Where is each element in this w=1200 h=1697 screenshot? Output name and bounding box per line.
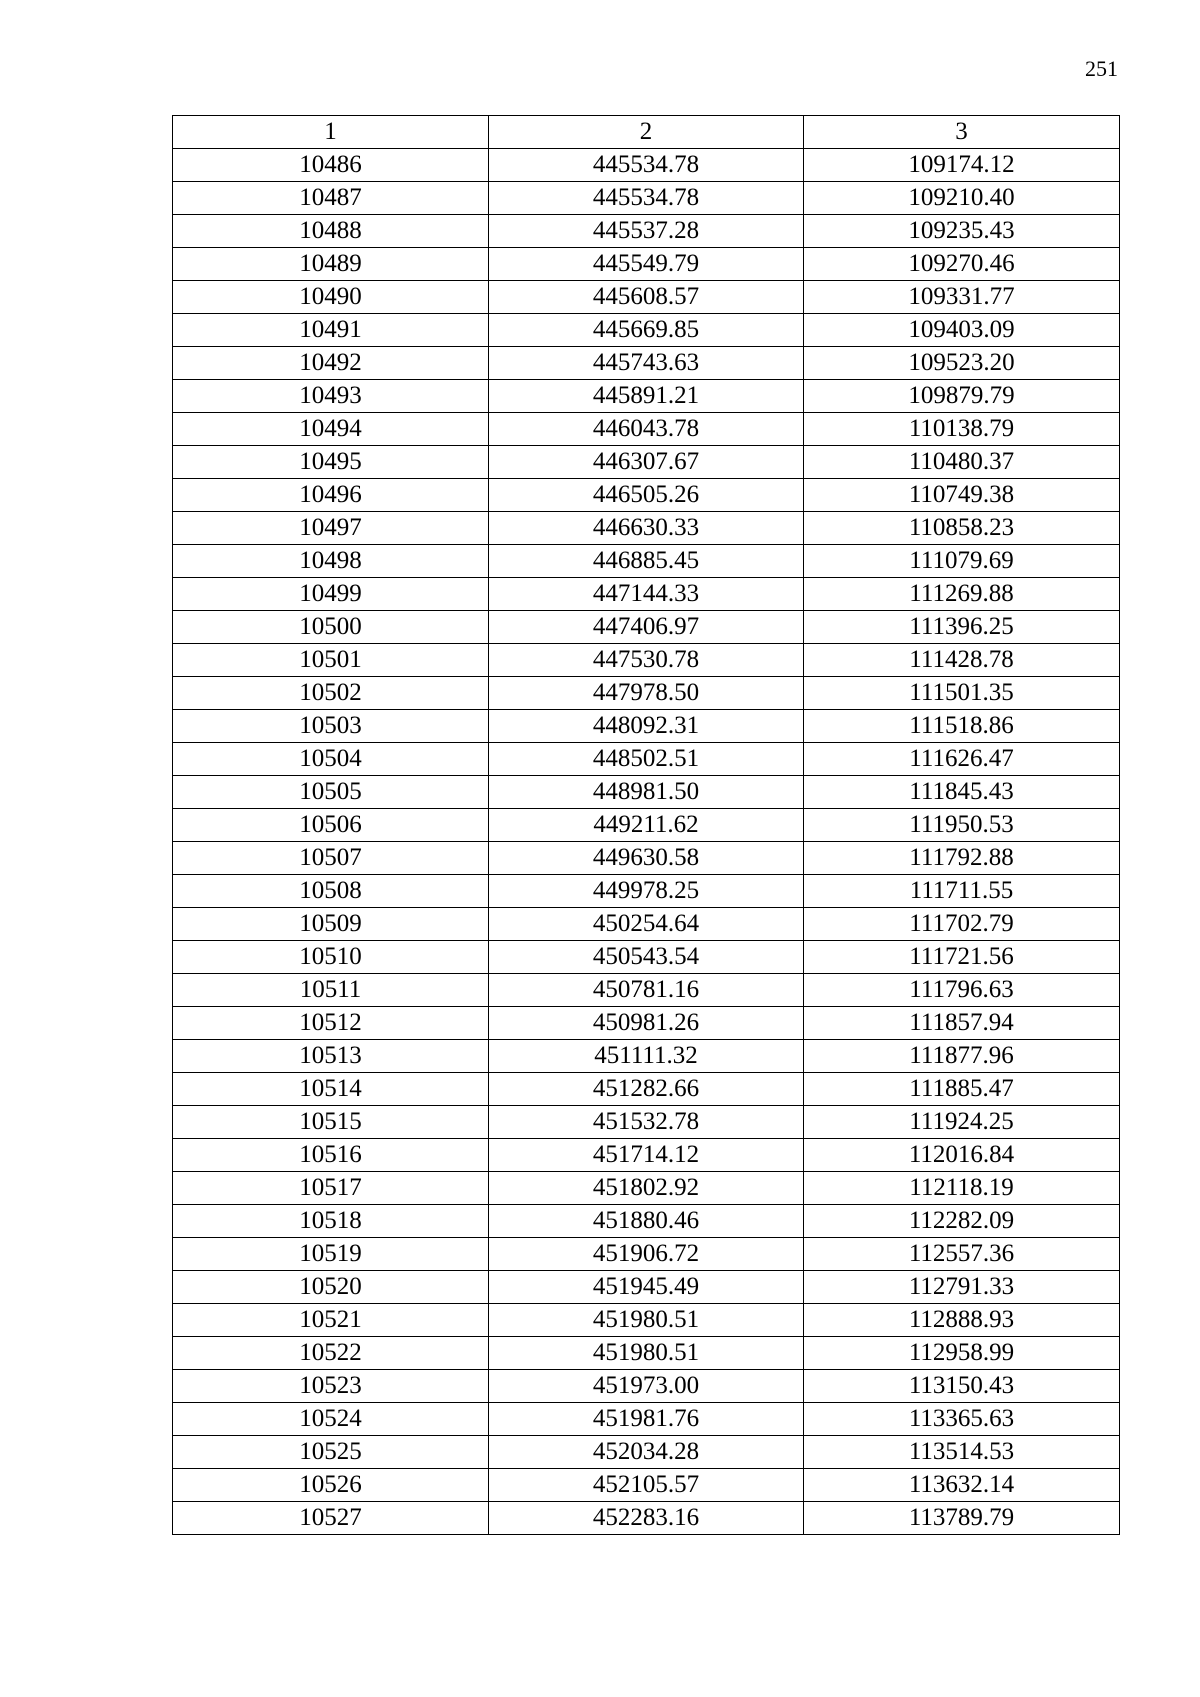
point-number-cell: 10515	[173, 1106, 489, 1139]
point-number-cell: 10486	[173, 149, 489, 182]
coordinate-y-cell: 113789.79	[804, 1502, 1120, 1535]
coordinate-y-cell: 111711.55	[804, 875, 1120, 908]
point-number-cell: 10517	[173, 1172, 489, 1205]
coordinate-y-cell: 109174.12	[804, 149, 1120, 182]
coordinate-x-cell: 451980.51	[489, 1337, 804, 1370]
coordinate-y-cell: 111269.88	[804, 578, 1120, 611]
coordinate-y-cell: 111396.25	[804, 611, 1120, 644]
point-number-cell: 10527	[173, 1502, 489, 1535]
table-row	[173, 1436, 1120, 1469]
coordinate-y-cell: 109210.40	[804, 182, 1120, 215]
coordinate-y-cell: 113632.14	[804, 1469, 1120, 1502]
coordinate-y-cell: 111792.88	[804, 842, 1120, 875]
coordinate-y-cell: 113514.53	[804, 1436, 1120, 1469]
point-number-cell: 10500	[173, 611, 489, 644]
coordinate-y-cell: 111079.69	[804, 545, 1120, 578]
point-number-cell: 10510	[173, 941, 489, 974]
point-number-cell: 10505	[173, 776, 489, 809]
point-number-cell: 10509	[173, 908, 489, 941]
table-row	[173, 842, 1120, 875]
coordinate-x-cell: 446630.33	[489, 512, 804, 545]
coordinate-x-cell: 445891.21	[489, 380, 804, 413]
coordinate-y-cell: 110858.23	[804, 512, 1120, 545]
coordinate-x-cell: 452283.16	[489, 1502, 804, 1535]
coordinate-x-cell: 445534.78	[489, 149, 804, 182]
table-row	[173, 677, 1120, 710]
point-number-cell: 10489	[173, 248, 489, 281]
point-number-cell: 10506	[173, 809, 489, 842]
table-row	[173, 1403, 1120, 1436]
table-row	[173, 1337, 1120, 1370]
coordinate-x-cell: 447406.97	[489, 611, 804, 644]
point-number-cell: 10492	[173, 347, 489, 380]
coordinate-x-cell: 451980.51	[489, 1304, 804, 1337]
table-row	[173, 314, 1120, 347]
point-number-cell: 10493	[173, 380, 489, 413]
table-row	[173, 446, 1120, 479]
coordinate-x-cell: 451906.72	[489, 1238, 804, 1271]
coordinate-y-cell: 111950.53	[804, 809, 1120, 842]
point-number-cell: 10496	[173, 479, 489, 512]
coordinate-x-cell: 451714.12	[489, 1139, 804, 1172]
table-row	[173, 776, 1120, 809]
coordinate-x-cell: 446043.78	[489, 413, 804, 446]
table-row	[173, 248, 1120, 281]
header-cell-2: 2	[489, 116, 804, 149]
table-row	[173, 974, 1120, 1007]
table-row	[173, 1469, 1120, 1502]
point-number-cell: 10525	[173, 1436, 489, 1469]
table-row	[173, 1205, 1120, 1238]
coordinate-x-cell: 451532.78	[489, 1106, 804, 1139]
point-number-cell: 10519	[173, 1238, 489, 1271]
coordinate-y-cell: 111626.47	[804, 743, 1120, 776]
coordinate-y-cell: 111721.56	[804, 941, 1120, 974]
coordinate-y-cell: 109879.79	[804, 380, 1120, 413]
coordinate-x-cell: 450254.64	[489, 908, 804, 941]
point-number-cell: 10511	[173, 974, 489, 1007]
point-number-cell: 10524	[173, 1403, 489, 1436]
coordinate-x-cell: 449211.62	[489, 809, 804, 842]
coordinate-x-cell: 448981.50	[489, 776, 804, 809]
table-row	[173, 479, 1120, 512]
table-row	[173, 908, 1120, 941]
table-row	[173, 1502, 1120, 1535]
coordinate-x-cell: 449978.25	[489, 875, 804, 908]
point-number-cell: 10497	[173, 512, 489, 545]
point-number-cell: 10504	[173, 743, 489, 776]
table-row	[173, 1007, 1120, 1040]
coordinate-x-cell: 451880.46	[489, 1205, 804, 1238]
table-row	[173, 1073, 1120, 1106]
coordinate-y-cell: 109331.77	[804, 281, 1120, 314]
coordinate-y-cell: 113150.43	[804, 1370, 1120, 1403]
point-number-cell: 10521	[173, 1304, 489, 1337]
coordinate-x-cell: 446885.45	[489, 545, 804, 578]
table-row	[173, 413, 1120, 446]
table-row	[173, 182, 1120, 215]
coordinate-x-cell: 452034.28	[489, 1436, 804, 1469]
table-row	[173, 1238, 1120, 1271]
coordinate-y-cell: 111924.25	[804, 1106, 1120, 1139]
table-row	[173, 545, 1120, 578]
coordinate-x-cell: 450981.26	[489, 1007, 804, 1040]
point-number-cell: 10501	[173, 644, 489, 677]
coordinate-y-cell: 112888.93	[804, 1304, 1120, 1337]
coordinate-x-cell: 445608.57	[489, 281, 804, 314]
coordinate-x-cell: 445669.85	[489, 314, 804, 347]
point-number-cell: 10514	[173, 1073, 489, 1106]
coordinate-x-cell: 449630.58	[489, 842, 804, 875]
coordinate-y-cell: 109523.20	[804, 347, 1120, 380]
table-row	[173, 644, 1120, 677]
coordinate-y-cell: 111428.78	[804, 644, 1120, 677]
coordinate-x-cell: 446307.67	[489, 446, 804, 479]
coordinate-y-cell: 111877.96	[804, 1040, 1120, 1073]
coordinate-y-cell: 112557.36	[804, 1238, 1120, 1271]
point-number-cell: 10507	[173, 842, 489, 875]
point-number-cell: 10490	[173, 281, 489, 314]
table-row	[173, 380, 1120, 413]
table-row	[173, 1139, 1120, 1172]
coordinate-y-cell: 110480.37	[804, 446, 1120, 479]
coordinate-y-cell: 109270.46	[804, 248, 1120, 281]
coordinate-x-cell: 451111.32	[489, 1040, 804, 1073]
coordinate-x-cell: 445743.63	[489, 347, 804, 380]
header-row	[173, 116, 1120, 149]
coordinate-y-cell: 111796.63	[804, 974, 1120, 1007]
coordinate-x-cell: 445534.78	[489, 182, 804, 215]
table-row	[173, 743, 1120, 776]
table-row	[173, 1271, 1120, 1304]
coordinate-y-cell: 112282.09	[804, 1205, 1120, 1238]
coordinate-x-cell: 451973.00	[489, 1370, 804, 1403]
page-number: 251	[1085, 56, 1118, 81]
coordinate-x-cell: 450543.54	[489, 941, 804, 974]
coordinate-x-cell: 451282.66	[489, 1073, 804, 1106]
table-row	[173, 1106, 1120, 1139]
coordinate-y-cell: 110138.79	[804, 413, 1120, 446]
coordinate-y-cell: 111501.35	[804, 677, 1120, 710]
point-number-cell: 10488	[173, 215, 489, 248]
table-row	[173, 347, 1120, 380]
point-number-cell: 10498	[173, 545, 489, 578]
coordinate-x-cell: 447144.33	[489, 578, 804, 611]
point-number-cell: 10513	[173, 1040, 489, 1073]
table-row	[173, 710, 1120, 743]
coordinate-y-cell: 112016.84	[804, 1139, 1120, 1172]
coordinate-y-cell: 110749.38	[804, 479, 1120, 512]
point-number-cell: 10520	[173, 1271, 489, 1304]
table-body	[173, 149, 1120, 1535]
point-number-cell: 10518	[173, 1205, 489, 1238]
coordinate-x-cell: 445537.28	[489, 215, 804, 248]
coordinate-x-cell: 451981.76	[489, 1403, 804, 1436]
coordinate-x-cell: 445549.79	[489, 248, 804, 281]
coordinate-y-cell: 109403.09	[804, 314, 1120, 347]
point-number-cell: 10491	[173, 314, 489, 347]
coordinate-x-cell: 448092.31	[489, 710, 804, 743]
table-row	[173, 578, 1120, 611]
point-number-cell: 10512	[173, 1007, 489, 1040]
point-number-cell: 10503	[173, 710, 489, 743]
point-number-cell: 10516	[173, 1139, 489, 1172]
table-row	[173, 1370, 1120, 1403]
table-row	[173, 941, 1120, 974]
point-number-cell: 10502	[173, 677, 489, 710]
table-row	[173, 149, 1120, 182]
coordinates-table	[172, 115, 1120, 1535]
coordinate-y-cell: 112118.19	[804, 1172, 1120, 1205]
coordinate-y-cell: 112958.99	[804, 1337, 1120, 1370]
table-row	[173, 809, 1120, 842]
header-cell-1: 1	[173, 116, 489, 149]
table-row	[173, 281, 1120, 314]
coordinate-y-cell: 111702.79	[804, 908, 1120, 941]
coordinate-y-cell: 111885.47	[804, 1073, 1120, 1106]
table-row	[173, 512, 1120, 545]
coordinate-y-cell: 111518.86	[804, 710, 1120, 743]
table-row	[173, 1304, 1120, 1337]
coordinate-x-cell: 450781.16	[489, 974, 804, 1007]
coordinate-x-cell: 447530.78	[489, 644, 804, 677]
coordinate-y-cell: 113365.63	[804, 1403, 1120, 1436]
coordinate-y-cell: 111845.43	[804, 776, 1120, 809]
point-number-cell: 10495	[173, 446, 489, 479]
coordinate-y-cell: 111857.94	[804, 1007, 1120, 1040]
coordinate-x-cell: 452105.57	[489, 1469, 804, 1502]
point-number-cell: 10508	[173, 875, 489, 908]
point-number-cell: 10523	[173, 1370, 489, 1403]
table-row	[173, 1040, 1120, 1073]
point-number-cell: 10487	[173, 182, 489, 215]
point-number-cell: 10499	[173, 578, 489, 611]
coordinate-y-cell: 112791.33	[804, 1271, 1120, 1304]
coordinate-y-cell: 109235.43	[804, 215, 1120, 248]
table-header	[173, 116, 1120, 149]
table-row	[173, 611, 1120, 644]
table-row	[173, 215, 1120, 248]
coordinate-x-cell: 447978.50	[489, 677, 804, 710]
coordinate-x-cell: 446505.26	[489, 479, 804, 512]
table-row	[173, 1172, 1120, 1205]
point-number-cell: 10494	[173, 413, 489, 446]
point-number-cell: 10526	[173, 1469, 489, 1502]
coordinate-x-cell: 448502.51	[489, 743, 804, 776]
table-row	[173, 875, 1120, 908]
header-cell-3: 3	[804, 116, 1120, 149]
coordinate-x-cell: 451945.49	[489, 1271, 804, 1304]
coordinate-x-cell: 451802.92	[489, 1172, 804, 1205]
point-number-cell: 10522	[173, 1337, 489, 1370]
